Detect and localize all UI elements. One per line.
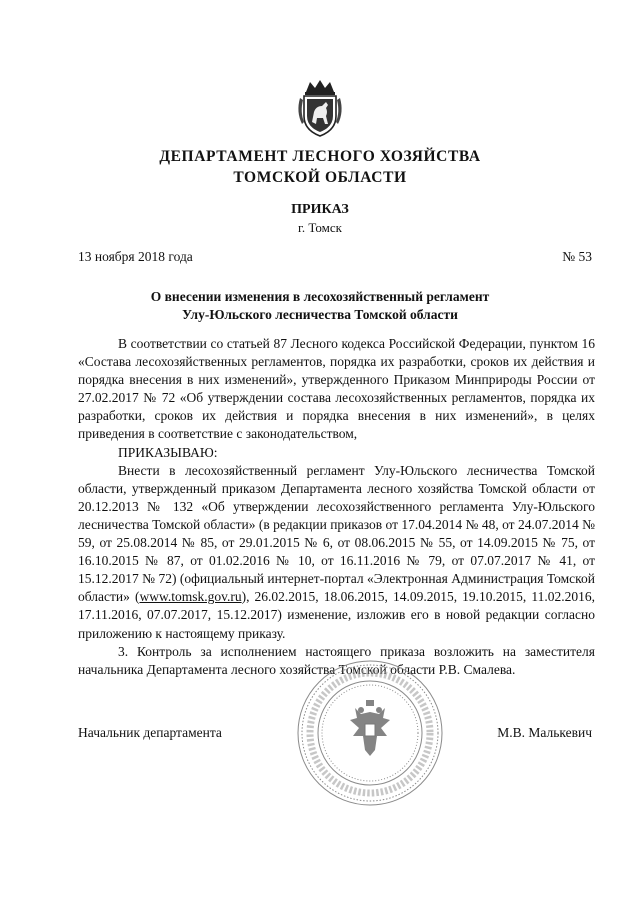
order-subject — [0, 288, 640, 324]
official-seal-icon — [295, 658, 445, 808]
city: г. Томск — [298, 220, 342, 235]
order-clause-3: 3. Контроль за исполнением настоящего приказа возложить на заместителя начальника Департамента лесного хозяйства Томской области Р.В. Смалева. — [78, 643, 595, 677]
clause-1-text-start: Внести в лесохозяйственный регламент Улу-Юльского лесничества Томской области, утвержденный приказом Департамента лесного хозяйства Томской области от 20.12.2013 № 132 «Об утверждении лесохозяйственного регламента Улу-Юльского лесничества Томской области» (в редакции приказов от 17.04.2014 № 48, от 24.07.2014 № 59, от 25.08.2014 № 85, от 29.01.2015 № 6, от 08.06.2015 № 55, от 14.09.2015 № 75, от 16.10.2015 № 87, от 01.02.2016 № 10, от 16.11.2016 № 79, от 07.07.2017 № 41, от 15.12.2017 № 72) (официальный интернет-портал «Электронная Администрация Томской области» ( — [78, 462, 595, 605]
order-date: 13 ноября 2018 года — [78, 249, 193, 264]
department-name — [0, 146, 640, 188]
subject-line-1: О внесении изменения в лесохозяйственный регламент — [150, 289, 490, 304]
portal-link[interactable]: www.tomsk.gov.ru — [139, 589, 242, 605]
clause-1-text-end: ), 26.02.2015, 18.06.2015, 14.09.2015, 19.10.2015, 11.02.2016, 17.11.2016, 07.07.2017, 15.12.2017) изменение, изложив его в новой редакции согласно приложению к настоящему приказу. — [78, 589, 596, 641]
signatory-position: Начальник департамента — [78, 725, 222, 740]
order-number: № 53 — [562, 249, 592, 264]
order-word: ПРИКАЗЫВАЮ: — [118, 444, 218, 460]
subject-line-2: Улу-Юльского лесничества Томской области — [182, 307, 458, 322]
department-line-2: ТОМСКОЙ ОБЛАСТИ — [233, 169, 407, 186]
document-body — [78, 335, 595, 679]
department-line-1: ДЕПАРТАМЕНТ ЛЕСНОГО ХОЗЯЙСТВА — [159, 148, 481, 165]
order-clause-1 — [78, 462, 595, 643]
coat-of-arms-icon — [296, 78, 344, 138]
order-title: ПРИКАЗ — [291, 202, 349, 217]
preamble-paragraph: В соответствии со статьей 87 Лесного кодекса Российской Федерации, пунктом 16 «Состава лесохозяйственных регламентов, порядка их разработки, сроков их действия и порядка внесения в них изменений», утвержденного Приказом Минприроды России от 27.02.2017 № 72 «Об утверждении состава лесохозяйственных регламентов, порядка их разработки, сроков их действия и порядка внесения в них изменений», в целях приведения в соответствие с законодательством, — [78, 336, 595, 442]
signatory-name: М.В. Малькевич — [497, 725, 592, 740]
